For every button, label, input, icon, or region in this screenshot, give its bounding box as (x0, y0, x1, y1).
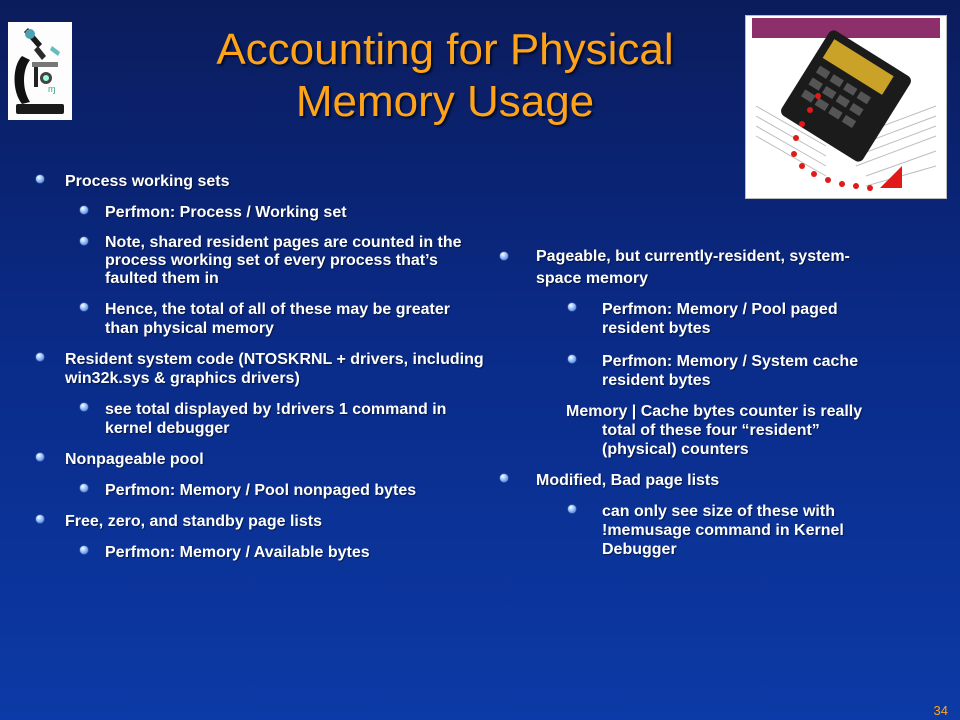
bullet-icon (80, 403, 88, 411)
bullet-text: Pageable, but currently-resident, system-space memory (536, 248, 850, 287)
bullet-text: Perfmon: Memory / Pool nonpaged bytes (105, 482, 417, 499)
bullet-text: Memory | Cache bytes counter is really total of these four “resident” (physical) counters (566, 403, 863, 458)
sub-bullet-item (496, 352, 872, 390)
sub-bullet-item (30, 400, 485, 438)
sub-bullet-item (496, 502, 882, 559)
bullet-text: Perfmon: Memory / Available bytes (105, 544, 370, 561)
bullet-item (30, 350, 485, 388)
bullet-text: see total displayed by !drivers 1 command in kernel debugger (105, 401, 447, 437)
bullet-icon (80, 546, 88, 554)
bullet-icon (80, 303, 88, 311)
right-bullet-column (496, 246, 896, 559)
bullet-icon (568, 505, 576, 513)
bullet-item (30, 450, 485, 469)
title-line-1: Accounting for Physical (216, 25, 674, 74)
bullet-item (496, 471, 896, 490)
bullet-item (30, 172, 485, 191)
bullet-icon (568, 303, 576, 311)
bullet-icon (500, 252, 508, 260)
bullet-icon (500, 474, 508, 482)
title-line-2: Memory Usage (295, 77, 595, 126)
slide-title (150, 24, 740, 128)
bullet-text: Modified, Bad page lists (536, 472, 720, 489)
bullet-text: can only see size of these with !memusage command in Kernel Debugger (602, 503, 844, 558)
bullet-icon (36, 515, 44, 523)
bullet-text: Perfmon: Memory / Pool paged resident bytes (602, 301, 838, 337)
svg-text:ɱ: ɱ (48, 84, 56, 94)
bullet-text: Note, shared resident pages are counted in the process working set of every process that’s faulted them in (105, 234, 462, 287)
sub-bullet-item (30, 481, 485, 500)
bullet-text: Perfmon: Memory / System cache resident bytes (602, 353, 859, 389)
microscope-clipart (8, 22, 72, 120)
bullet-text: Nonpageable pool (65, 451, 204, 468)
bullet-icon (36, 353, 44, 361)
bullet-icon (80, 206, 88, 214)
left-bullet-column (30, 172, 485, 562)
bullet-text: Free, zero, and standby page lists (65, 513, 322, 530)
calculator-clipart (745, 15, 947, 199)
bullet-item (30, 512, 485, 531)
bullet-text: Hence, the total of all of these may be greater than physical memory (105, 301, 450, 337)
bullet-icon (36, 453, 44, 461)
sub-bullet-item (30, 203, 485, 222)
sub-bullet-item (30, 300, 485, 338)
bullet-text: Resident system code (NTOSKRNL + drivers, including win32k.sys & graphics drivers) (65, 351, 484, 387)
bullet-text: Perfmon: Process / Working set (105, 204, 347, 221)
bullet-icon (80, 237, 88, 245)
sub-bullet-item (496, 300, 872, 338)
bullet-text: Process working sets (65, 173, 230, 190)
page-number: 34 (933, 703, 948, 718)
note-item (496, 402, 892, 459)
bullet-icon (36, 175, 44, 183)
sub-bullet-item (30, 234, 485, 288)
bullet-icon (80, 484, 88, 492)
sub-bullet-item (30, 543, 485, 562)
bullet-icon (568, 355, 576, 363)
bullet-item (496, 246, 876, 290)
